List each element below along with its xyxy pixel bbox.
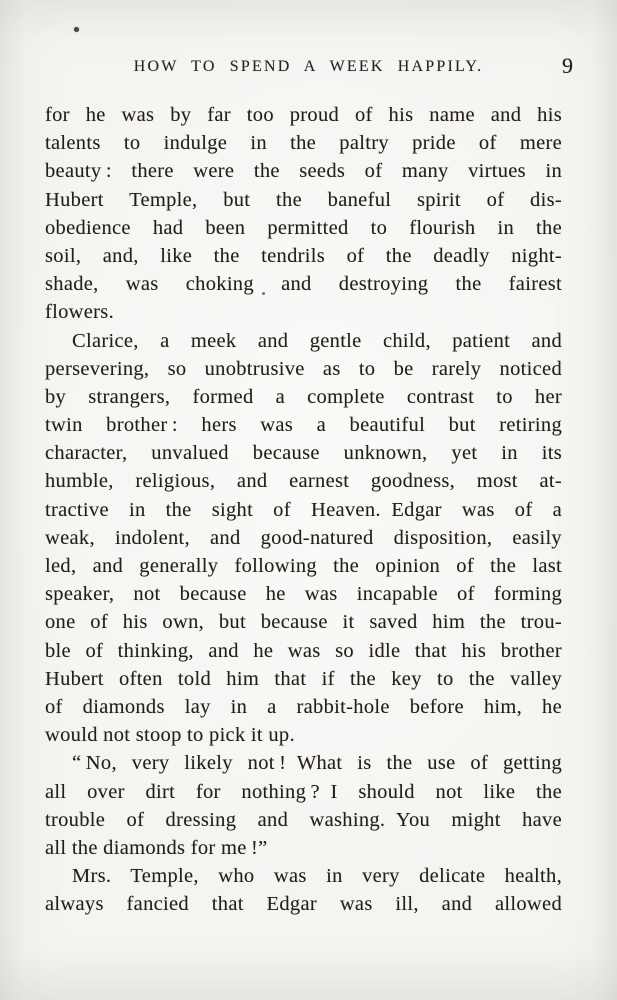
text-line: shade, was choking and destroying the fairest: [45, 273, 562, 296]
ink-speck: [74, 27, 79, 32]
paragraph: [45, 749, 562, 862]
text-line: character, unvalued because unknown, yet in its: [45, 442, 562, 465]
paragraph: [45, 327, 562, 750]
text-line: Hubert often told him that if the key to the valley: [45, 667, 562, 690]
text-line: soil, and, like the tendrils of the deadly night-: [45, 244, 562, 267]
text-line: Clarice, a meek and gentle child, patient and: [72, 329, 562, 352]
text-line: speaker, not because he was incapable of forming: [45, 583, 562, 606]
text-line: by strangers, formed a complete contrast to her: [45, 385, 562, 408]
text-line: tractive in the sight of Heaven. Edgar was of a: [45, 498, 562, 521]
text-line: “ No, very likely not ! What is the use of getting: [72, 752, 562, 775]
text-line: would not stoop to pick it up.: [45, 724, 295, 747]
text-line: flowers.: [45, 301, 115, 324]
text-line: ble of thinking, and he was so idle that his brother: [45, 639, 562, 662]
running-header-title: HOW TO SPEND A WEEK HAPPILY.: [133, 58, 484, 75]
text-line: always fancied that Edgar was ill, and allowed: [45, 893, 562, 916]
page-number: 9: [562, 53, 573, 78]
text-line: all over dirt for nothing ? I should not like the: [45, 780, 562, 803]
text-line: Hubert Temple, but the baneful spirit of dis-: [45, 188, 562, 211]
paragraph: [45, 862, 562, 918]
text-line: beauty : there were the seeds of many virtues in: [45, 160, 562, 183]
body-text: [45, 101, 562, 918]
text-line: all the diamonds for me !”: [45, 836, 268, 859]
text-line: trouble of dressing and washing. You might have: [45, 808, 562, 831]
text-line: talents to indulge in the paltry pride of mere: [45, 132, 562, 155]
text-line: obedience had been permitted to flourish in the: [45, 216, 562, 239]
text-line: persevering, so unobtrusive as to be rarely noticed: [45, 357, 562, 380]
text-line: Mrs. Temple, who was in very delicate health,: [72, 865, 562, 888]
text-line: led, and generally following the opinion of the last: [45, 555, 562, 577]
text-line: twin brother : hers was a beautiful but retiring: [45, 414, 562, 437]
text-line: one of his own, but because it saved him the trou-: [45, 611, 562, 634]
text-line: of diamonds lay in a rabbit-hole before him, he: [45, 695, 562, 718]
text-line: humble, religious, and earnest goodness, most at-: [45, 470, 562, 493]
text-line: for he was by far too proud of his name and his: [45, 104, 562, 126]
paragraph: [45, 101, 562, 327]
text-line: weak, indolent, and good-natured disposition, easily: [45, 526, 562, 549]
